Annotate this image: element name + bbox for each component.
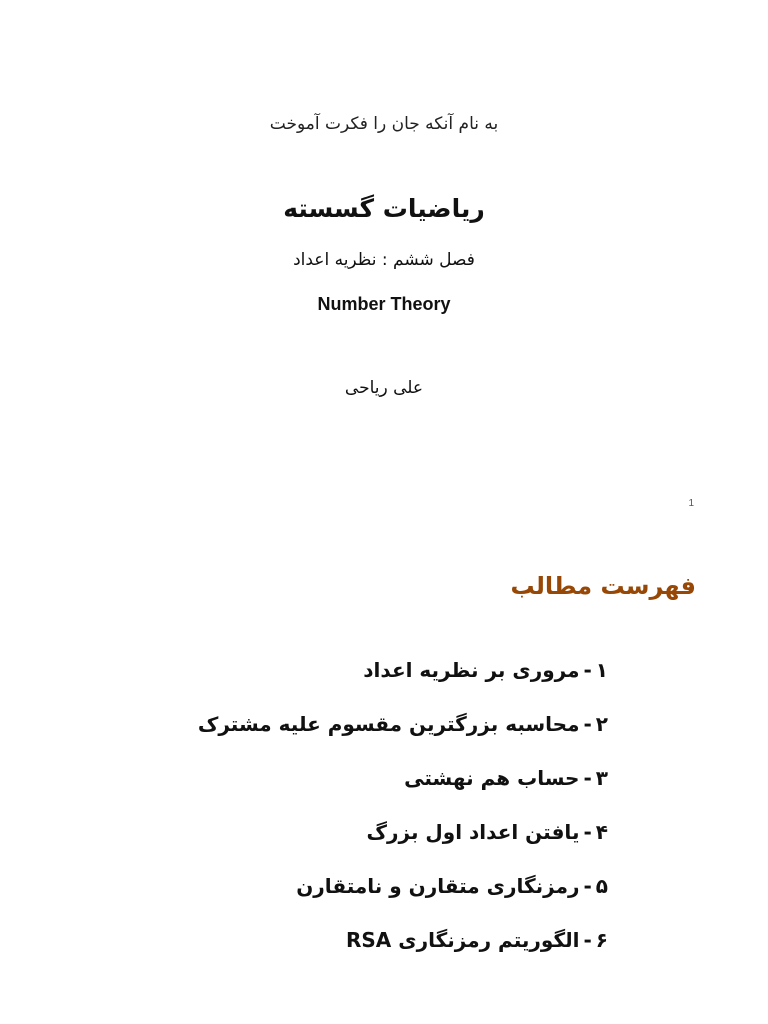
- toc-item-text: الگوریتم رمزنگاری RSA: [346, 928, 580, 952]
- author-name: علی ریاحی: [344, 378, 424, 398]
- toc-item: [48, 706, 608, 760]
- toc-item-number: ۶: [595, 928, 608, 952]
- chapter-subtitle: فصل ششم : نظریه اعداد: [293, 250, 475, 270]
- toc-item: [48, 868, 608, 922]
- toc-item-number: ۵: [595, 874, 608, 898]
- page-number: 1: [688, 498, 694, 509]
- toc-item-separator: -: [583, 658, 592, 682]
- toc-item-number: ۲: [595, 712, 608, 736]
- document-title: ریاضیات گسسته: [283, 194, 485, 223]
- toc-item-number: ۴: [595, 820, 608, 844]
- toc-item-number: ۱: [595, 658, 608, 682]
- toc-item-separator: -: [583, 874, 592, 898]
- toc-list: [48, 652, 608, 976]
- toc-item: [48, 814, 608, 868]
- toc-heading: فهرست مطالب: [510, 572, 696, 600]
- toc-item-separator: -: [583, 820, 592, 844]
- toc-item-text: حساب هم نهشتی: [404, 766, 580, 790]
- toc-item-text: محاسبه بزرگترین مقسوم علیه مشترک: [197, 712, 580, 736]
- toc-item-text: مروری بر نظریه اعداد: [363, 658, 580, 682]
- toc-item-separator: -: [583, 712, 592, 736]
- toc-item-separator: -: [583, 766, 592, 790]
- english-title: Number Theory: [317, 294, 451, 314]
- toc-item: [48, 652, 608, 706]
- dedication-line: به نام آنکه جان را فکرت آموخت: [269, 114, 499, 134]
- toc-item: [48, 760, 608, 814]
- toc-item-text: رمزنگاری متقارن و نامتقارن: [296, 874, 580, 898]
- toc-item-number: ۳: [595, 766, 608, 790]
- toc-item: [48, 922, 608, 976]
- toc-item-text: یافتن اعداد اول بزرگ: [366, 820, 580, 844]
- toc-item-separator: -: [583, 928, 592, 952]
